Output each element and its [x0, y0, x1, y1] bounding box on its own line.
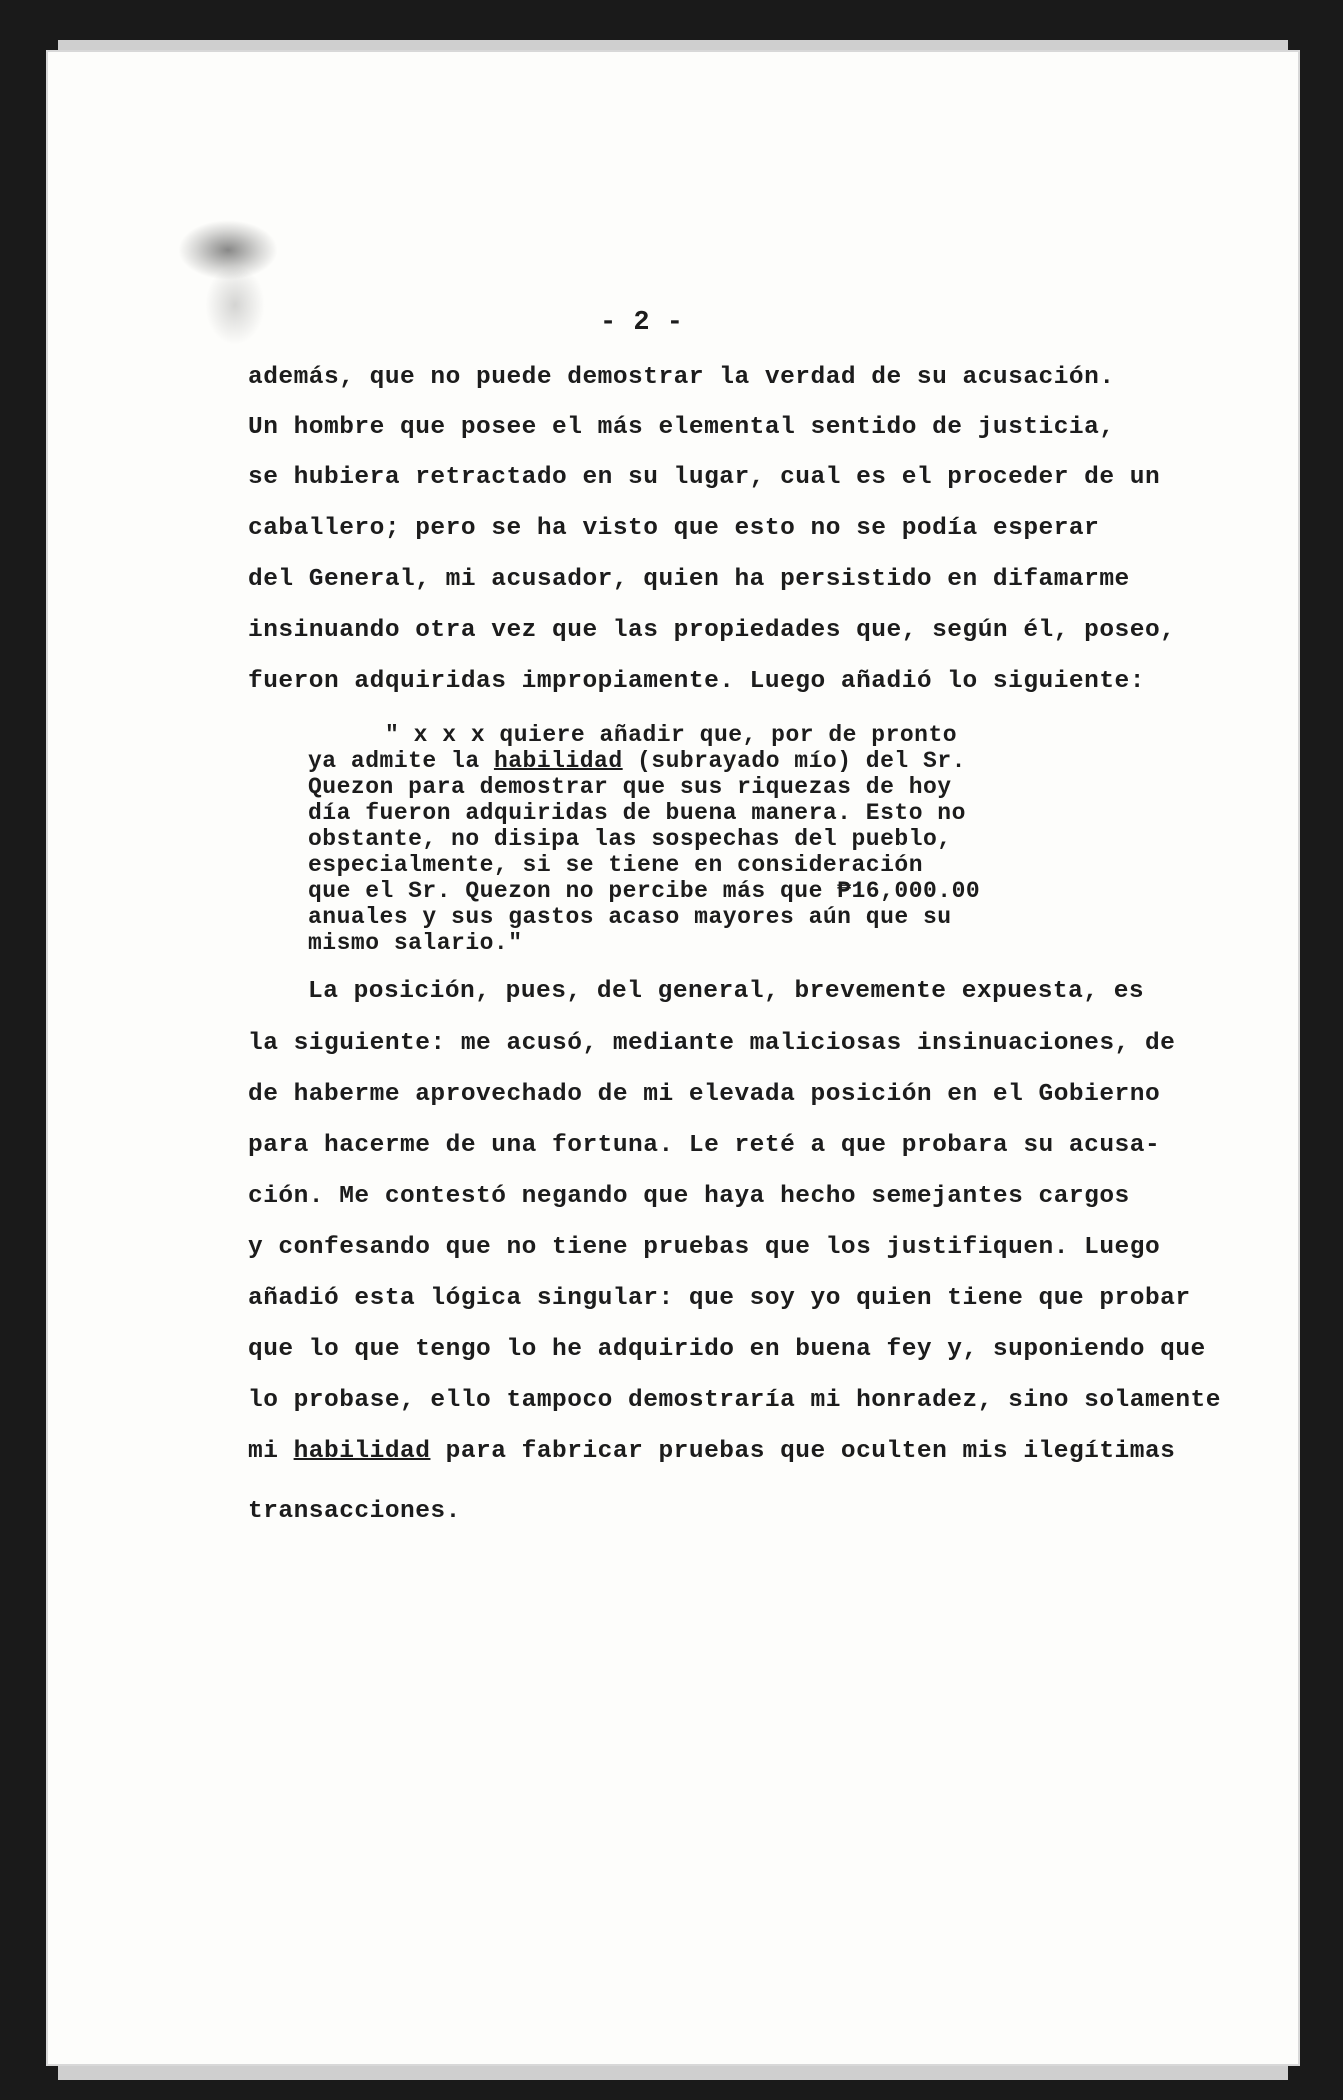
paragraph-1-line: además, que no puede demostrar la verdad de su acusación.	[248, 364, 1115, 391]
paragraph-2-line: que lo que tengo lo he adquirido en buena fey y, suponiendo que	[248, 1336, 1206, 1363]
paragraph-2-line: para hacerme de una fortuna. Le reté a que probara su acusa-	[248, 1132, 1161, 1159]
underlined-word: habilidad	[293, 1438, 431, 1465]
paragraph-2-final-line: transacciones.	[248, 1498, 461, 1525]
quote-line	[308, 748, 966, 774]
body-text: mi	[248, 1438, 294, 1465]
ink-smudge-faint	[205, 265, 265, 345]
quote-line: anuales y sus gastos acaso mayores aún que su	[308, 904, 952, 930]
paragraph-2-line: la siguiente: me acusó, mediante maliciosas insinuaciones, de	[248, 1030, 1176, 1057]
quote-line: especialmente, si se tiene en consideración	[308, 852, 923, 878]
body-text: para fabricar pruebas que oculten mis ilegítimas	[430, 1438, 1176, 1465]
quote-line: que el Sr. Quezon no percibe más que ₱16,000.00	[308, 878, 981, 904]
page-number: - 2 -	[600, 308, 684, 338]
quote-line: obstante, no disipa las sospechas del pueblo,	[308, 826, 952, 852]
paragraph-1-line: del General, mi acusador, quien ha persistido en difamarme	[248, 566, 1130, 593]
paragraph-2-line: añadió esta lógica singular: que soy yo quien tiene que probar	[248, 1285, 1191, 1312]
quote-line: mismo salario."	[308, 930, 523, 956]
paragraph-2-line: ción. Me contestó negando que haya hecho semejantes cargos	[248, 1183, 1130, 1210]
quote-text: (subrayado mío) del Sr.	[622, 748, 966, 774]
underlined-word: habilidad	[493, 748, 623, 774]
quote-line: Quezon para demostrar que sus riquezas de hoy	[308, 774, 952, 800]
paragraph-1-line: fueron adquiridas impropiamente. Luego añadió lo siguiente:	[248, 668, 1145, 695]
paragraph-2-line: y confesando que no tiene pruebas que los justifiquen. Luego	[248, 1234, 1161, 1261]
quote-text: ya admite la	[308, 748, 494, 774]
paragraph-2-line: de haberme aprovechado de mi elevada posición en el Gobierno	[248, 1081, 1161, 1108]
paragraph-1-line: insinuando otra vez que las propiedades que, según él, poseo,	[248, 617, 1176, 644]
paragraph-1-line: se hubiera retractado en su lugar, cual es el proceder de un	[248, 464, 1161, 491]
paragraph-2-line: La posición, pues, del general, brevemente expuesta, es	[308, 978, 1145, 1005]
quote-line: día fueron adquiridas de buena manera. Esto no	[308, 800, 966, 826]
document-page	[48, 52, 1298, 2064]
paragraph-1-line: caballero; pero se ha visto que esto no se podía esperar	[248, 515, 1100, 542]
paragraph-2-line: lo probase, ello tampoco demostraría mi honradez, sino solamente	[248, 1387, 1221, 1414]
paragraph-2-line	[248, 1438, 1175, 1465]
paragraph-1-line: Un hombre que posee el más elemental sentido de justicia,	[248, 414, 1115, 441]
quote-line: " x x x quiere añadir que, por de pronto	[385, 722, 958, 748]
